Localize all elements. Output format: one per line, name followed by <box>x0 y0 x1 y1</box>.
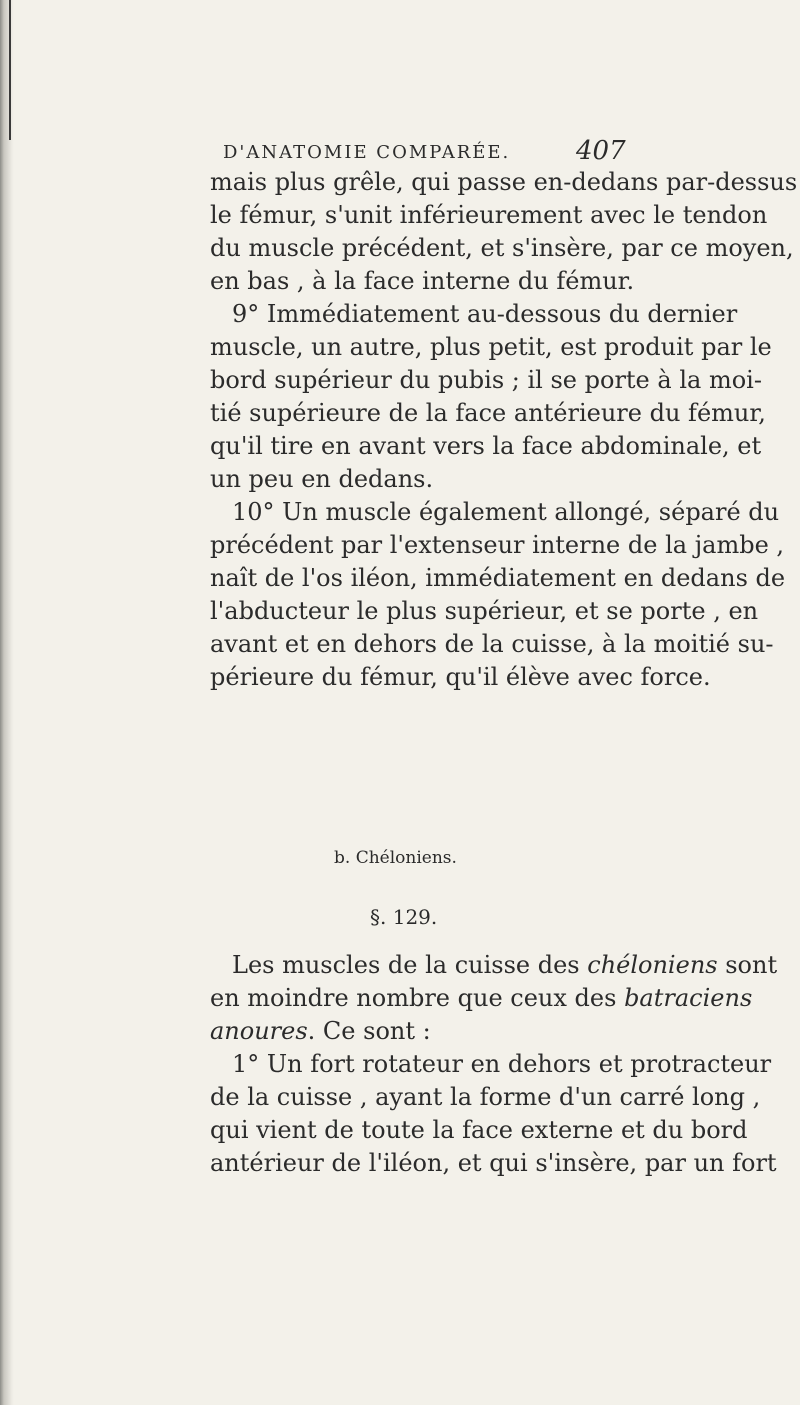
subsection-title: b. Chéloniens. <box>334 848 457 868</box>
text-line: naît de l'os iléon, immédiatement en dedans de <box>210 564 786 592</box>
italic-term: anoures <box>210 1017 308 1045</box>
text-line: un peu en dedans. <box>210 465 434 493</box>
text-line: du muscle précédent, et s'insère, par ce moyen, <box>210 234 794 262</box>
page-number: 407 <box>576 136 626 166</box>
italic-term: chéloniens <box>587 951 718 979</box>
text-line: en bas , à la face interne du fémur. <box>210 267 635 295</box>
text-run: Les muscles de la cuisse des <box>232 951 588 979</box>
text-line: qui vient de toute la face externe et du bord <box>210 1116 748 1144</box>
text-line: muscle, un autre, plus petit, est produit par le <box>210 333 772 361</box>
text-line: 9° Immédiatement au-dessous du dernier <box>232 300 738 328</box>
text-line: l'abducteur le plus supérieur, et se porte , en <box>210 597 759 625</box>
text-line: qu'il tire en avant vers la face abdominale, et <box>210 432 762 460</box>
text-line <box>210 982 752 1015</box>
running-title: D'ANATOMIE COMPARÉE. <box>223 142 511 163</box>
text-line: mais plus grêle, qui passe en-dedans par-dessus <box>210 168 798 196</box>
section-number: §. 129. <box>370 905 438 929</box>
text-line: antérieur de l'iléon, et qui s'insère, par un fort <box>210 1149 777 1177</box>
text-line: précédent par l'extenseur interne de la jambe , <box>210 531 785 559</box>
text-line: avant et en dehors de la cuisse, à la moitié su- <box>210 630 774 658</box>
text-line: de la cuisse , ayant la forme d'un carré long , <box>210 1083 761 1111</box>
text-line: bord supérieur du pubis ; il se porte à la moi- <box>210 366 762 394</box>
text-line <box>210 1015 431 1048</box>
text-line <box>232 949 777 982</box>
text-run: . Ce sont : <box>307 1017 431 1045</box>
text-line: 1° Un fort rotateur en dehors et protracteur <box>232 1050 772 1078</box>
text-line: périeure du fémur, qu'il élève avec force. <box>210 663 711 691</box>
italic-term: batraciens <box>624 984 753 1012</box>
text-line: tié supérieure de la face antérieure du fémur, <box>210 399 766 427</box>
text-run: en moindre nombre que ceux des <box>210 984 625 1012</box>
text-line: le fémur, s'unit inférieurement avec le tendon <box>210 201 768 229</box>
text-line: 10° Un muscle également allongé, séparé du <box>232 498 780 526</box>
text-run: sont <box>717 951 778 979</box>
